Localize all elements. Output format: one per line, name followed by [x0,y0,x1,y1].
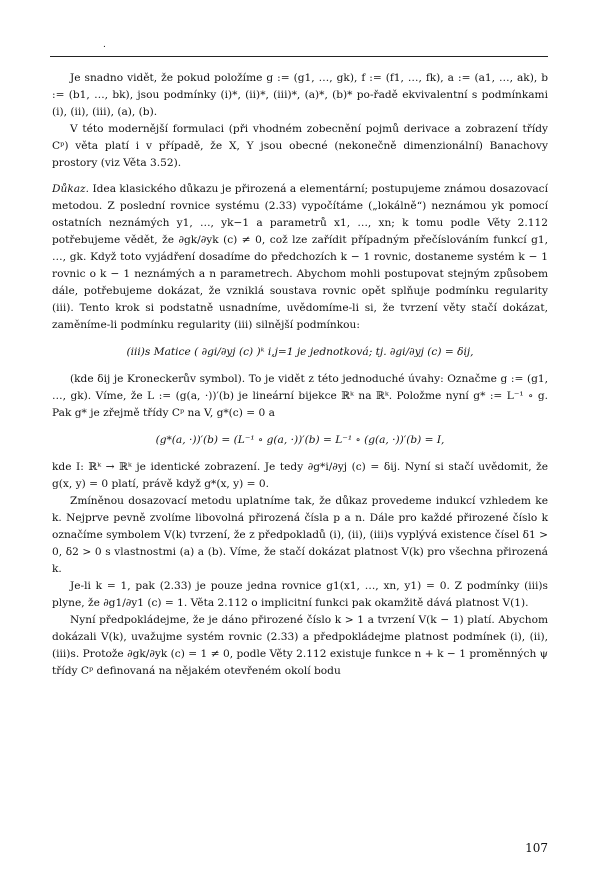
page-body [52,70,548,680]
proof-label: Důkaz. [52,183,90,195]
proof-text: Idea klasického důkazu je přirozená a elementární; postupujeme známou dosazovací metodou. Z poslední rovnice systému (2.33) vypočítáme („lokálně“) neznámou yk pomocí ostatních neznámých y1, …, yk−1 a parametrů x1, …, xn; k tomu podle Věty 2.112 potřebujeme vědět, že ∂gk/∂yk (c) ≠ 0, což lze zařídit případným přečíslováním funkcí g1, …, gk. Když toto vyjádření dosadíme do předchozích k − 1 rovnic, dostaneme systém k − 1 rovnic o k − 1 neznámých a n parametrech. Abychom mohli postupovat stejným způsobem dále, potřebujeme dokázat, že vzniklá soustava rovnic opět splňuje podmínku regularity (iii). Tento krok si podstatně usnadníme, uvědomíme-li si, že tvrzení věty stačí dokázat, zaměníme-li podmínku regularity (iii) silnější podmínkou: [52,183,549,331]
paragraph: V této modernější formulaci (při vhodném zobecnění pojmů derivace a zobrazení třídy Cᵖ) věta platí i v případě, že X, Y jsou obecné (nekonečně dimenzionální) Banachovy prostory (viz Věta 3.52). [52,123,548,169]
paragraph: Zmíněnou dosazovací metodu uplatníme tak, že důkaz provedeme indukcí vzhledem ke k. Nejprve pevně zvolíme libovolná přirozená čísla p a n. Dále pro každé přirozené číslo k označíme symbolem V(k) tvrzení, že z předpokladů (i), (ii), (iii)s vyplývá existence čísel δ1 > 0, δ2 > 0 s vlastnostmi (a) a (b). Víme, že stačí dokázat platnost V(k) pro všechna přirozená k. [52,495,548,575]
paragraph: Je snadno vidět, že pokud položíme g := (g1, …, gk), f := (f1, …, fk), a := (a1, …, ak), b := (b1, …, bk), jsou podmínky (i)*, (ii)*, (iii)*, (a)*, (b)* po-řadě ekvivalentní s podmínkami (i), (ii), (iii), (a), (b). [52,72,548,118]
paragraph: Je-li k = 1, pak (2.33) je pouze jedna rovnice g1(x1, …, xn, y1) = 0. Z podmínky (iii)s plyne, že ∂g1/∂y1 (c) = 1. Věta 2.112 o implicitní funkci pak okamžitě dává platnost V(1). [52,580,548,609]
equation-iii-s: (iii)s Matice ( ∂gi/∂yj (c) )ᵏ i,j=1 je jednotková; tj. ∂gi/∂yj (c) = δij, [126,346,474,358]
paragraph: Nyní předpokládejme, že je dáno přirozené číslo k > 1 a tvrzení V(k − 1) platí. Abychom dokázali V(k), uvažujme systém rovnic (2.33) a předpokládejme platnost podmínek (i), (ii), (iii)s. Protože ∂gk/∂yk (c) = 1 ≠ 0, podle Věty 2.112 existuje funkce n + k − 1 proměnných ψ třídy Cᵖ definovaná na nějakém otevřeném okolí bodu [52,614,548,677]
paragraph: (kde δij je Kroneckerův symbol). To je vidět z této jednoduché úvahy: Označme g := (g1, …, gk). Víme, že L := (g(a, ·))′(b) je lineární bijekce ℝᵏ na ℝᵏ. Položme nyní g* := L⁻¹ ∘ g. Pak g* je zřejmě třídy Cᵖ na V, g*(c) = 0 a [52,373,548,419]
header-rule [50,56,548,57]
header-mark: . [103,40,106,50]
proof-paragraph [52,181,548,334]
page-number: 107 [525,841,548,855]
paragraph: kde I: ℝᵏ → ℝᵏ je identické zobrazení. Je tedy ∂g*i/∂yj (c) = δij. Nyní si stačí uvědomit, že g(x, y) = 0 platí, právě když g*(x, y) = 0. [52,461,548,490]
equation-derivative: (g*(a, ·))′(b) = (L⁻¹ ∘ g(a, ·))′(b) = L⁻¹ ∘ (g(a, ·))′(b) = I, [155,434,445,446]
